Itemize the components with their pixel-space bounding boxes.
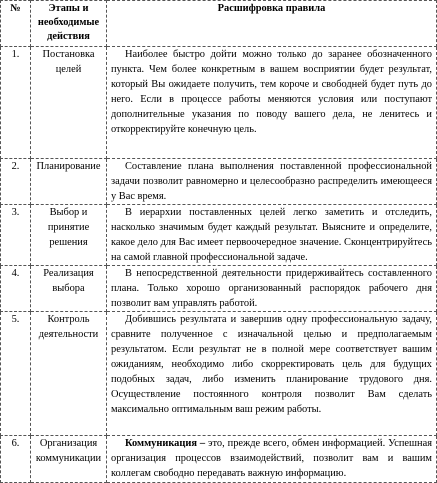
header-number: № — [1, 1, 31, 47]
row-stage: Планирование — [31, 159, 107, 205]
row-stage: Организация коммуникации — [31, 436, 107, 483]
row-number: 4. — [1, 266, 31, 312]
row-stage: Постановка целей — [31, 47, 107, 159]
row-description-text: это, прежде всего, обмен информацией. Успешная организация процессов взаимодействий, позволит вам и вашим коллегам свободно передавать важную информацию. — [111, 438, 432, 479]
row-description: Добившись результата и завершив одну профессиональную задачу, сравните полученное с изначальной целью и предполагаемым результатом. Если результат не в полной мере соответствует вашим ожиданиям, необходимо либо скорректировать цель для будущих подобных задач, либо изменить планирование трудового дня. Осуществление постоянного контроля позволит Вам сделать максимально оптимальным ваш режим работы. — [107, 312, 437, 436]
table-header-row — [1, 1, 437, 47]
table-row — [1, 266, 437, 312]
row-number: 5. — [1, 312, 31, 436]
header-rule-description: Расшифровка правила — [107, 1, 437, 47]
row-number: 2. — [1, 159, 31, 205]
row-description-bold-term: Коммуникация – — [125, 438, 206, 449]
row-description: В иерархии поставленных целей легко заметить и отследить, насколько значимым будет каждый результат. Выясните и определите, какое дело для Вас имеет первоочередное значение. Сконцентрируйтесь на самой главной профессиональной задаче. — [107, 205, 437, 266]
table-row — [1, 436, 437, 483]
row-description: Наиболее быстро дойти можно только до заранее обозначенного пункта. Чем более конкретным в вашем восприятии будет результат, который Вы ожидаете получить, тем короче и свободней будет путь до него. Если в процессе работы меняются условия или поступают дополнительные указания по поводу вашего дела, не ленитесь и откорректируйте конечную цель. — [107, 47, 437, 159]
row-stage: Контроль деятельности — [31, 312, 107, 436]
table-row — [1, 205, 437, 266]
row-stage: Реализация выбора — [31, 266, 107, 312]
row-description — [107, 436, 437, 483]
header-stages: Этапы и необходимые действия — [31, 1, 107, 47]
row-number: 1. — [1, 47, 31, 159]
row-stage: Выбор и принятие решения — [31, 205, 107, 266]
row-description: В непосредственной деятельности придерживайтесь составленного плана. Только хорошо организованный распорядок рабочего дня позволит вам управлять работой. — [107, 266, 437, 312]
table-row — [1, 159, 437, 205]
row-description: Составление плана выполнения поставленной профессиональной задачи позволит равномерно и целесообразно распределить имеющееся у Вас время. — [107, 159, 437, 205]
row-number: 3. — [1, 205, 31, 266]
table-row — [1, 47, 437, 159]
table-row — [1, 312, 437, 436]
row-number: 6. — [1, 436, 31, 483]
